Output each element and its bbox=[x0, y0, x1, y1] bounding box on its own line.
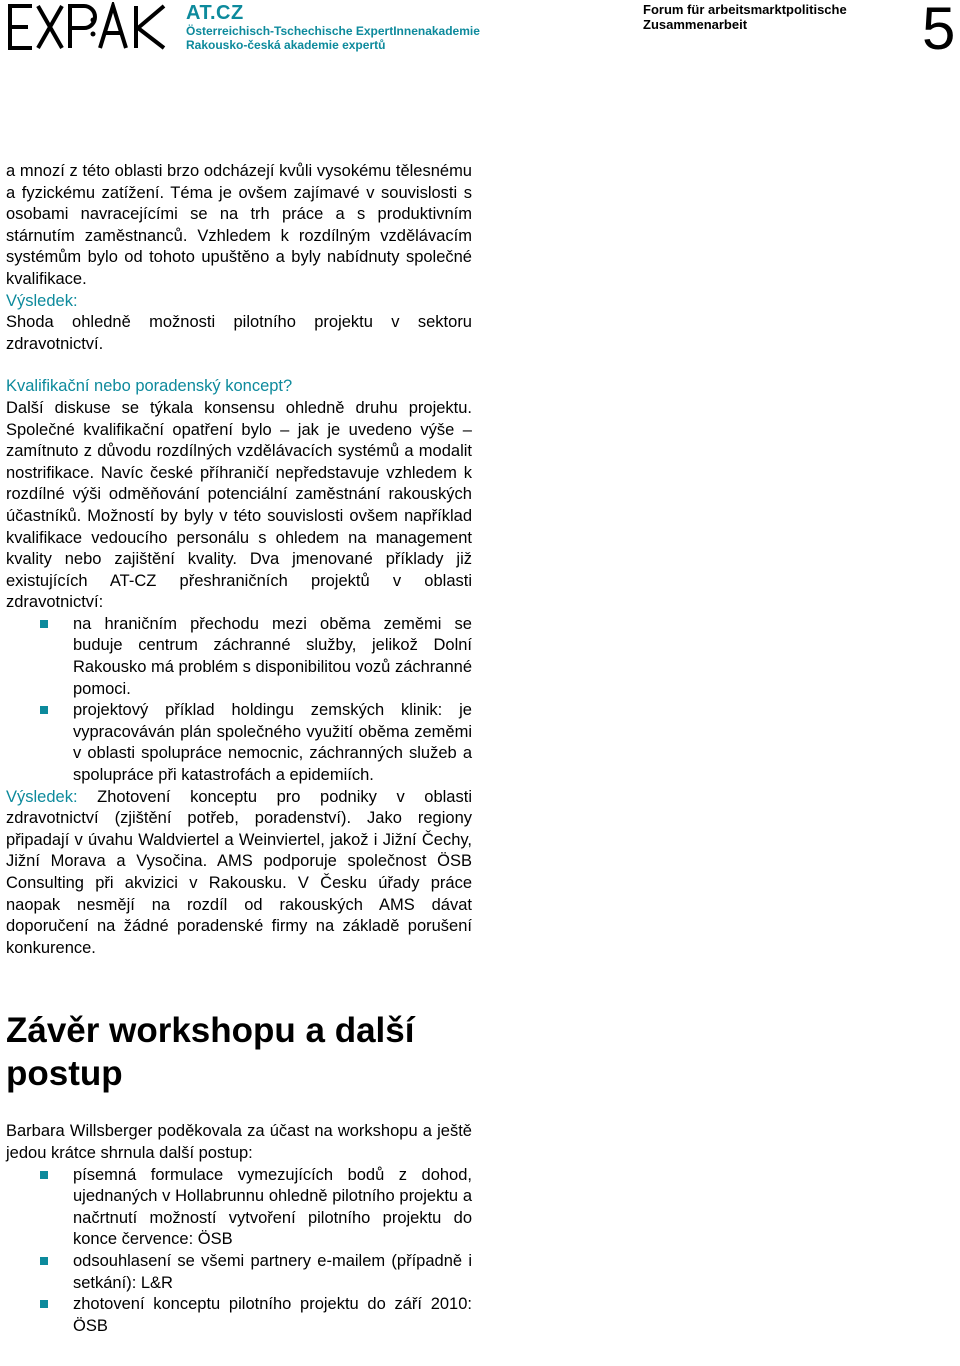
expak-logo bbox=[6, 2, 168, 52]
spacer bbox=[6, 959, 472, 1009]
section-heading: Závěr workshopu a další postup bbox=[6, 1011, 415, 1094]
list-item bbox=[6, 614, 472, 700]
closing-intro: Barbara Willsberger poděkovala za účast na workshopu a ještě jedou krátce shrnula další postup: bbox=[6, 1122, 472, 1162]
forum-title: Forum für arbeitsmarktpolitische Zusammenarbeit bbox=[643, 2, 847, 32]
list-item bbox=[6, 700, 472, 786]
list-item-text: zhotovení konceptu pilotního projektu do září 2010: ÖSB bbox=[73, 1295, 472, 1335]
list-item bbox=[6, 1165, 472, 1251]
result-paragraph-1 bbox=[6, 291, 472, 356]
result-text: Zhotovení konceptu pro podniky v oblasti zdravotnictví (zjištění potřeb, poradenství). Jako regiony připadají v úvahu Waldviertel a Weinviertel, jakož i Jižní Čechy, Jižní Morava a Vysočina. AMS podporuje společnost ÖSB Consulting při akvizici v Rakousku. V Česku úřady práce naopak nesmějí na rozdíl od rakouských AMS dávat doporučení na žádné poradenské firmy na základě porušení konkurence. bbox=[6, 787, 472, 957]
document-body bbox=[6, 161, 472, 1337]
list-item-text: písemná formulace vymezujících bodů z dohod, ujednaných v Hollabrunnu ohledně pilotního projektu a načrtnutí možností vytvoření pilotního projektu do konce července: ÖSB bbox=[73, 1165, 472, 1249]
spacer bbox=[6, 1095, 472, 1121]
qualification-paragraph bbox=[6, 398, 472, 614]
page-number: 5 bbox=[922, 0, 956, 62]
result-label: Výsledek: bbox=[6, 787, 78, 806]
qualification-text: Společné kvalifikační opatření bylo – jak je uvedeno výše – zamítnuto z důvodu rozdílných vzdělávacích systémů a modalit nostrifikace. Navíc české příhraničí nepředstavuje vzhledem k rozdílné výši odměňování potenciální zaměstnání rakouských účastníků. Možností by byly v této souvislosti ovšem například kvalifikace vedoucího personálu s ohledem na management kvality nebo zajištění kvality. Dva jmenované příklady již existujících AT-CZ přeshraničních projektů v oblasti zdravotnictví: bbox=[6, 420, 472, 612]
qualification-lead: Další diskuse se týkala konsensu ohledně druhu projektu. bbox=[6, 398, 472, 417]
bullet-icon bbox=[40, 706, 48, 714]
atcz-subtitle-de: Österreichisch-Tschechische ExpertInnenakademie bbox=[186, 24, 480, 38]
bullet-icon bbox=[40, 1257, 48, 1265]
result-label: Výsledek: bbox=[6, 291, 78, 310]
bullet-icon bbox=[40, 1300, 48, 1308]
result-paragraph-2 bbox=[6, 787, 472, 960]
list-item bbox=[6, 1294, 472, 1337]
atcz-branding bbox=[186, 2, 480, 52]
result-text: Shoda ohledně možnosti pilotního projektu v sektoru zdravotnictví. bbox=[6, 313, 472, 353]
list-item-text: na hraničním přechodu mezi oběma zeměmi se buduje centrum záchranné služby, jelikož Dolní Rakousko má problém s disponibilitou vozů záchranné pomoci. bbox=[73, 614, 472, 698]
intro-paragraph: a mnozí z této oblasti brzo odcházejí kvůli vysokému tělesnému a fyzickému zatížení. Téma je ovšem zajímavé v souvislosti s osobami navracejícími se na trh práce a s produktivním stárnutím zaměstnanců. Vzhledem k rozdílným vzdělávacím systémům bylo od tohoto upuštěno a byly nabídnuty společné kvalifikace. bbox=[6, 162, 472, 288]
list-item bbox=[6, 1251, 472, 1294]
atcz-subtitle-cz: Rakousko-česká akademie expertů bbox=[186, 38, 386, 52]
page-header bbox=[0, 0, 960, 70]
list-item-text: odsouhlasení se všemi partnery e-mailem (případně i setkání): L&R bbox=[73, 1251, 472, 1292]
next-steps-list bbox=[6, 1165, 472, 1338]
bullet-icon bbox=[40, 620, 48, 628]
atcz-title: AT.CZ bbox=[186, 2, 244, 24]
spacer bbox=[6, 355, 472, 376]
bullet-icon bbox=[40, 1171, 48, 1179]
examples-list bbox=[6, 614, 472, 787]
list-item-text: projektový příklad holdingu zemských klinik: je vypracováván plán společného využití oběma zeměmi v oblasti spolupráce nemocnic, záchranných služeb a spolupráce při katastrofách a epidemiích. bbox=[73, 701, 472, 785]
subheading-qualification: Kvalifikační nebo poradenský koncept? bbox=[6, 377, 293, 396]
